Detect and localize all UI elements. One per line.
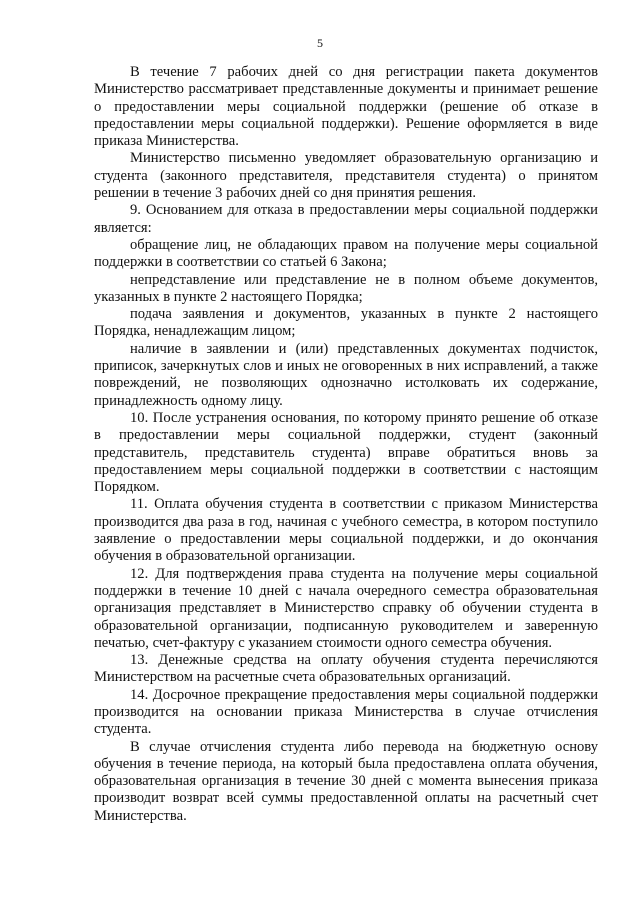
paragraph-refusal-ground-3: подача заявления и документов, указанных в пункте 2 настоящего Порядка, ненадлежащим лицом;: [94, 306, 598, 340]
paragraph-refusal-ground-2: непредставление или представление не в полном объеме документов, указанных в пункте 2 настоящего Порядка;: [94, 271, 598, 305]
paragraph-confirmation: 12. Для подтверждения права студента на получение меры социальной поддержки в течение 10 дней с начала очередного семестра образовательная организация представляет в Министерство справку об обучении студента в образовательной организации, подписанную руководителем и заверенную печатью, счет-фактуру с указанием стоимости одного семестра обучения.: [94, 565, 598, 651]
paragraph-notification: Министерство письменно уведомляет образовательную организацию и студента (законного представителя, представителя студента) о принятом решении в течение 3 рабочих дней со дня принятия решения.: [94, 150, 598, 202]
document-body: [94, 64, 598, 825]
paragraph-refusal-ground-4: наличие в заявлении и (или) представленных документах подчисток, приписок, зачеркнутых слов и иных не оговоренных в них исправлений, а также повреждений, не позволяющих однозначно истолковать их содержание, принадлежность одному лицу.: [94, 340, 598, 409]
page-number: 5: [317, 36, 323, 50]
paragraph-refund: В случае отчисления студента либо перевода на бюджетную основу обучения в течение периода, на который была предоставлена оплата обучения, образовательная организация в течение 30 дней с момента вынесения приказа производит возврат всей суммы предоставленной оплаты на расчетный счет Министерства.: [94, 738, 598, 824]
paragraph-refusal-grounds: 9. Основанием для отказа в предоставлении меры социальной поддержки является:: [94, 202, 598, 236]
paragraph-decision-term: В течение 7 рабочих дней со дня регистрации пакета документов Министерство рассматривает представленные документы и принимает решение о предоставлении меры социальной поддержки (решение об отказе в предоставлении меры социальной поддержки). Решение оформляется в виде приказа Министерства.: [94, 64, 598, 150]
paragraph-early-termination: 14. Досрочное прекращение предоставления меры социальной поддержки производится на основании приказа Министерства в случае отчисления студента.: [94, 686, 598, 738]
paragraph-payment-schedule: 11. Оплата обучения студента в соответствии с приказом Министерства производится два раза в год, начиная с учебного семестра, в котором поступило заявление о предоставлении меры социальной поддержки, и до окончания обучения в образовательной организации.: [94, 496, 598, 565]
paragraph-reapplication: 10. После устранения основания, по которому принято решение об отказе в предоставлении меры социальной поддержки, студент (законный представитель, представитель студента) вправе обратиться вновь за предоставлением меры социальной поддержки в соответствии с настоящим Порядком.: [94, 409, 598, 496]
paragraph-refusal-ground-1: обращение лиц, не обладающих правом на получение меры социальной поддержки в соответствии со статьей 6 Закона;: [94, 236, 598, 271]
paragraph-funds-transfer: 13. Денежные средства на оплату обучения студента перечисляются Министерством на расчетные счета образовательных организаций.: [94, 652, 598, 686]
